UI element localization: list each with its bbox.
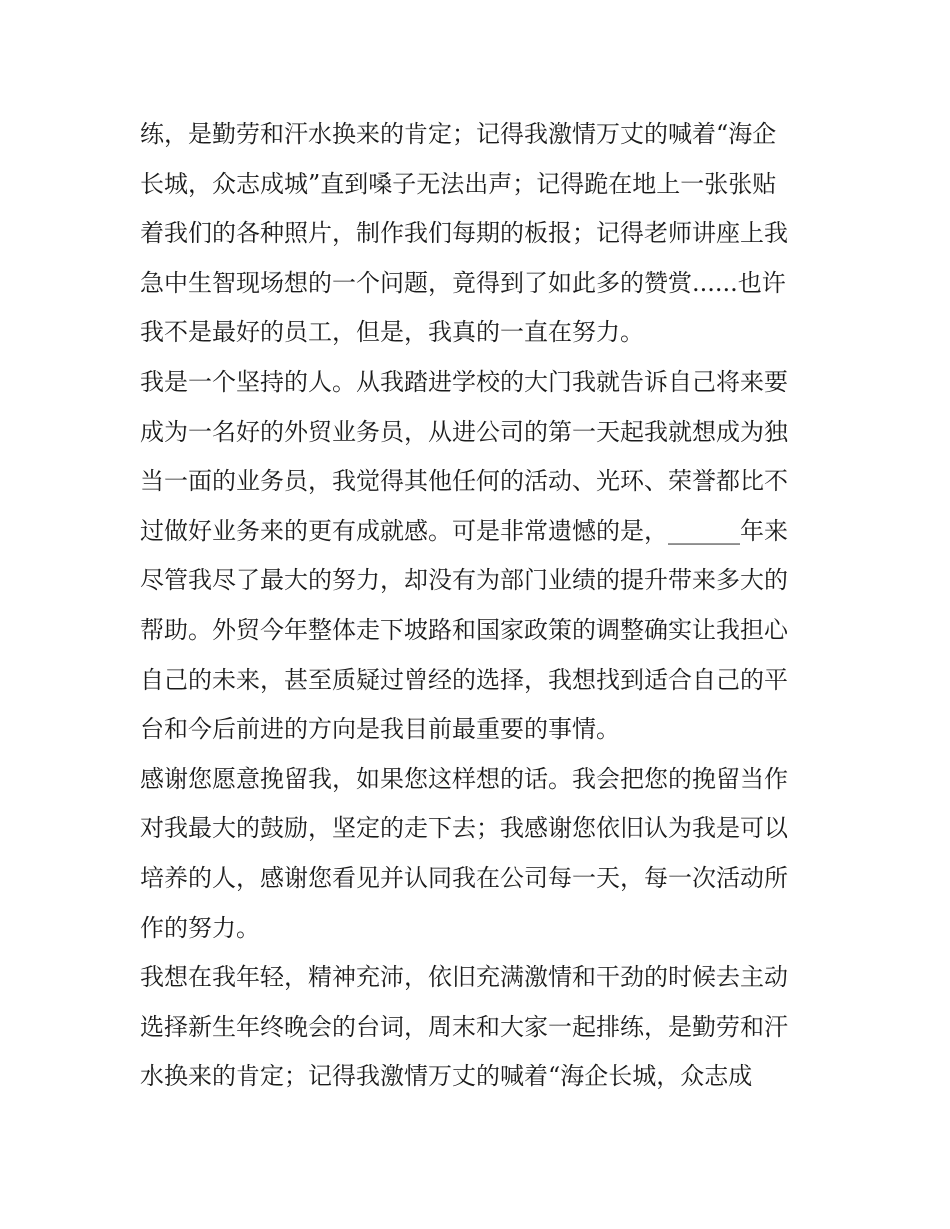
- text-line: 过做好业务来的更有成就感。可是非常遗憾的是，______年来: [140, 516, 788, 545]
- text-line: 急中生智现场想的一个问题，竟得到了如此多的赞赏......也许: [140, 268, 786, 297]
- text-line: 感谢您愿意挽留我，如果您这样想的话。我会把您的挽留当作: [140, 764, 788, 793]
- text-line: 水换来的肯定；记得我激情万丈的喊着“海企长城，众志成: [140, 1062, 753, 1091]
- text-line: 对我最大的鼓励，坚定的走下去；我感谢您依旧认为我是可以: [140, 814, 788, 843]
- text-line: 自己的未来，甚至质疑过曾经的选择，我想找到适合自己的平: [140, 665, 788, 694]
- text-line: 我想在我年轻，精神充沛，依旧充满激情和干劲的时候去主动: [140, 963, 788, 992]
- text-line: 培养的人，感谢您看见并认同我在公司每一天，每一次活动所: [140, 863, 788, 892]
- text-line: 着我们的各种照片，制作我们每期的板报；记得老师讲座上我: [140, 219, 788, 248]
- text-line: 选择新生年终晚会的台词，周末和大家一起排练，是勤劳和汗: [140, 1012, 788, 1041]
- text-line: 长城，众志成城”直到嗓子无法出声；记得跪在地上一张张贴: [140, 169, 777, 198]
- text-line: 我是一个坚持的人。从我踏进学校的大门我就告诉自己将来要: [140, 367, 788, 396]
- document-body: [140, 110, 820, 1102]
- text-line: 台和今后前进的方向是我目前最重要的事情。: [140, 715, 620, 744]
- text-line: 我不是最好的员工，但是，我真的一直在努力。: [140, 318, 644, 347]
- text-line: 帮助。外贸今年整体走下坡路和国家政策的调整确实让我担心: [140, 615, 788, 644]
- text-line: 成为一名好的外贸业务员，从进公司的第一天起我就想成为独: [140, 417, 788, 446]
- text-line: 练，是勤劳和汗水换来的肯定；记得我激情万丈的喊着“海企: [140, 120, 777, 148]
- text-line: 尽管我尽了最大的努力，却没有为部门业绩的提升带来多大的: [140, 566, 788, 595]
- text-line: 作的努力。: [140, 913, 260, 942]
- text-line: 当一面的业务员，我觉得其他任何的活动、光环、荣誉都比不: [140, 467, 788, 496]
